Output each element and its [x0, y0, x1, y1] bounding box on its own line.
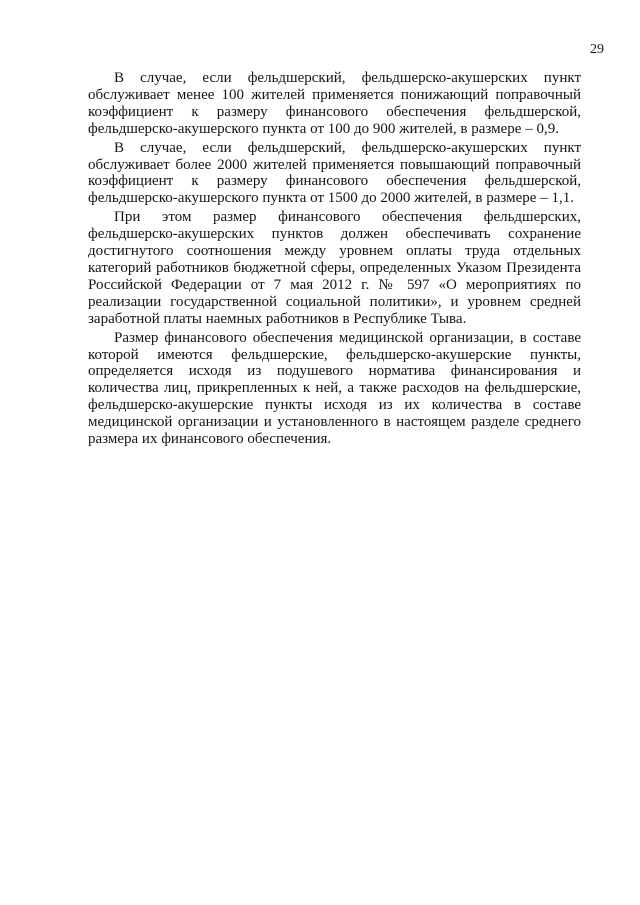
document-body	[88, 70, 581, 448]
paragraph: В случае, если фельдшерский, фельдшерско-акушерских пункт обслуживает более 2000 жителей применяется повышающий поправочный коэффициент к размеру финансового обеспечения фельдшерской, фельдшерско-акушерского пункта от 1500 до 2000 жителей, в размере – 1,1.	[88, 139, 581, 207]
paragraph: При этом размер финансового обеспечения фельдшерских, фельдшерско-акушерских пунктов должен обеспечивать сохранение достигнутого соотношения между уровнем оплаты труда отдельных категорий работников бюджетной сферы, определенных Указом Президента Российской Федерации от 7 мая 2012 г. № 597 «О мероприятиях по реализации государственной социальной политики», и уровнем средней заработной платы наемных работников в Республике Тыва.	[88, 209, 581, 327]
paragraph: В случае, если фельдшерский, фельдшерско-акушерских пункт обслуживает менее 100 жителей применяется понижающий поправочный коэффициент к размеру финансового обеспечения фельдшерской, фельдшерско-акушерского пункта от 100 до 900 жителей, в размере – 0,9.	[88, 70, 581, 137]
page-number: 29	[590, 42, 604, 57]
paragraph: Размер финансового обеспечения медицинской организации, в составе которой имеются фельдшерские, фельдшерско-акушерские пункты, определяется исходя из подушевого норматива финансирования и количества лиц, прикрепленных к ней, а также расходов на фельдшерские, фельдшерско-акушерские пункты исходя из их количества в составе медицинской организации и установленного в настоящем разделе среднего размера их финансового обеспечения.	[88, 329, 581, 448]
